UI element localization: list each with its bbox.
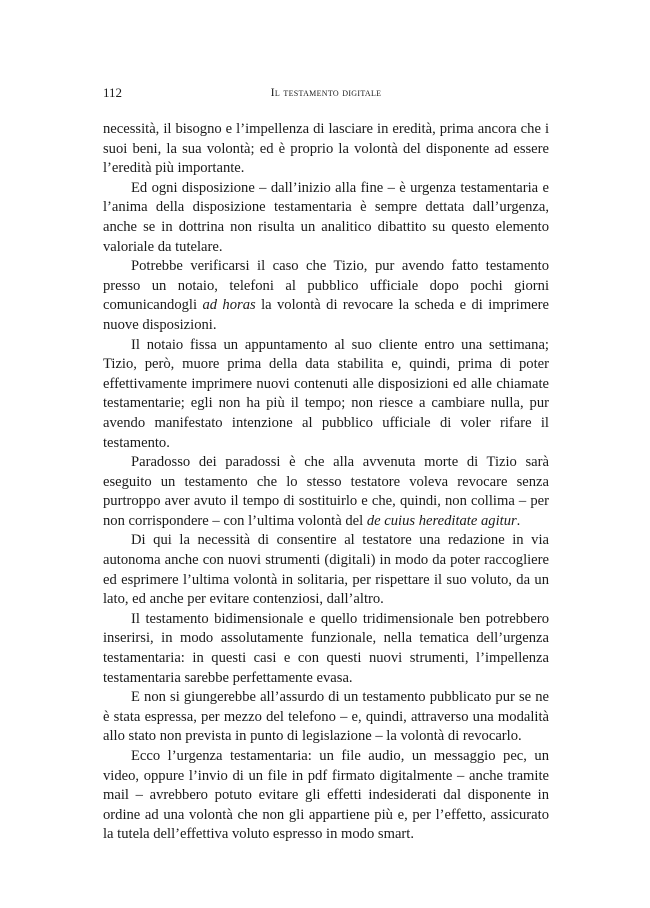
italic-phrase: ad horas: [202, 297, 256, 314]
page-header: [103, 85, 549, 105]
paragraph: E non si giungerebbe all’assurdo di un testamento pubblicato pur se ne è stata espressa, per mezzo del telefono – e, quindi, attraverso una modalità allo stato non prevista in punto di legislazione – la volontà di revocarlo.: [103, 689, 549, 745]
paragraph: Paradosso dei paradossi è che alla avvenuta morte di Tizio sarà eseguito un testamento che lo stesso testatore voleva revocare senza purtroppo aver avuto il tempo di sostituirlo e che, quindi, non collima – per non corrispondere – con l’ultima volontà del de cuius hereditate agitur.: [103, 454, 549, 529]
running-title: Il testamento digitale: [270, 85, 382, 99]
paragraph: Potrebbe verificarsi il caso che Tizio, pur avendo fatto testamento presso un notaio, telefoni al pubblico ufficiale dopo pochi giorni comunicandogli ad horas la volontà di revocare la scheda e di imprimere nuove disposizioni.: [103, 258, 549, 333]
paragraph: Di qui la necessità di consentire al testatore una redazione in via autonoma anche con nuovi strumenti (digitali) in modo da poter raccogliere ed esprimere l’ultima volontà in solitaria, per rispettare il suo voluto, da un lato, ed anche per evitare contenziosi, dall’altro.: [103, 532, 549, 608]
page-number: 112: [103, 85, 123, 100]
body-text: [103, 120, 549, 845]
paragraph: Ecco l’urgenza testamentaria: un file audio, un messaggio pec, un video, oppure l’invio di un file in pdf firmato digitalmente – anche tramite mail – avrebbero potuto evitare gli effetti indesiderati dal disponente in ordine ad una volontà che non gli appartiene più e, per l’effetto, assicurato la tutela dell’effettiva voluto espresso in modo smart.: [103, 748, 549, 843]
paragraph: Il testamento bidimensionale e quello tridimensionale ben potrebbero inserirsi, in modo assolutamente funzionale, nella tematica dell’urgenza testamentaria: in questi casi e con questi nuovi strumenti, l’impellenza testamentaria sarebbe perfettamente evasa.: [103, 610, 549, 686]
paragraph: Il notaio fissa un appuntamento al suo cliente entro una settimana; Tizio, però, muore prima della data stabilita e, quindi, prima di poter effettivamente imprimere nuovi contenuti alle disposizioni ed alle chiamate testamentarie; egli non ha più il tempo; non riesce a cambiare nulla, pur avendo manifestato intenzione al pubblico ufficiale di voler rifare il testamento.: [103, 336, 549, 451]
paragraph: necessità, il bisogno e l’impellenza di lasciare in eredità, prima ancora che i suoi beni, la sua volontà; ed è proprio la volontà del disponente ad essere l’eredità più importante.: [103, 121, 549, 177]
italic-phrase: de cuius hereditate agitur: [366, 512, 517, 529]
paragraph: Ed ogni disposizione – dall’inizio alla fine – è urgenza testamentaria e l’anima della disposizione testamentaria è sempre dettata dall’urgenza, anche se in dottrina non risulta un analitico dibattito su questo elemento valoriale da tutelare.: [103, 179, 549, 255]
